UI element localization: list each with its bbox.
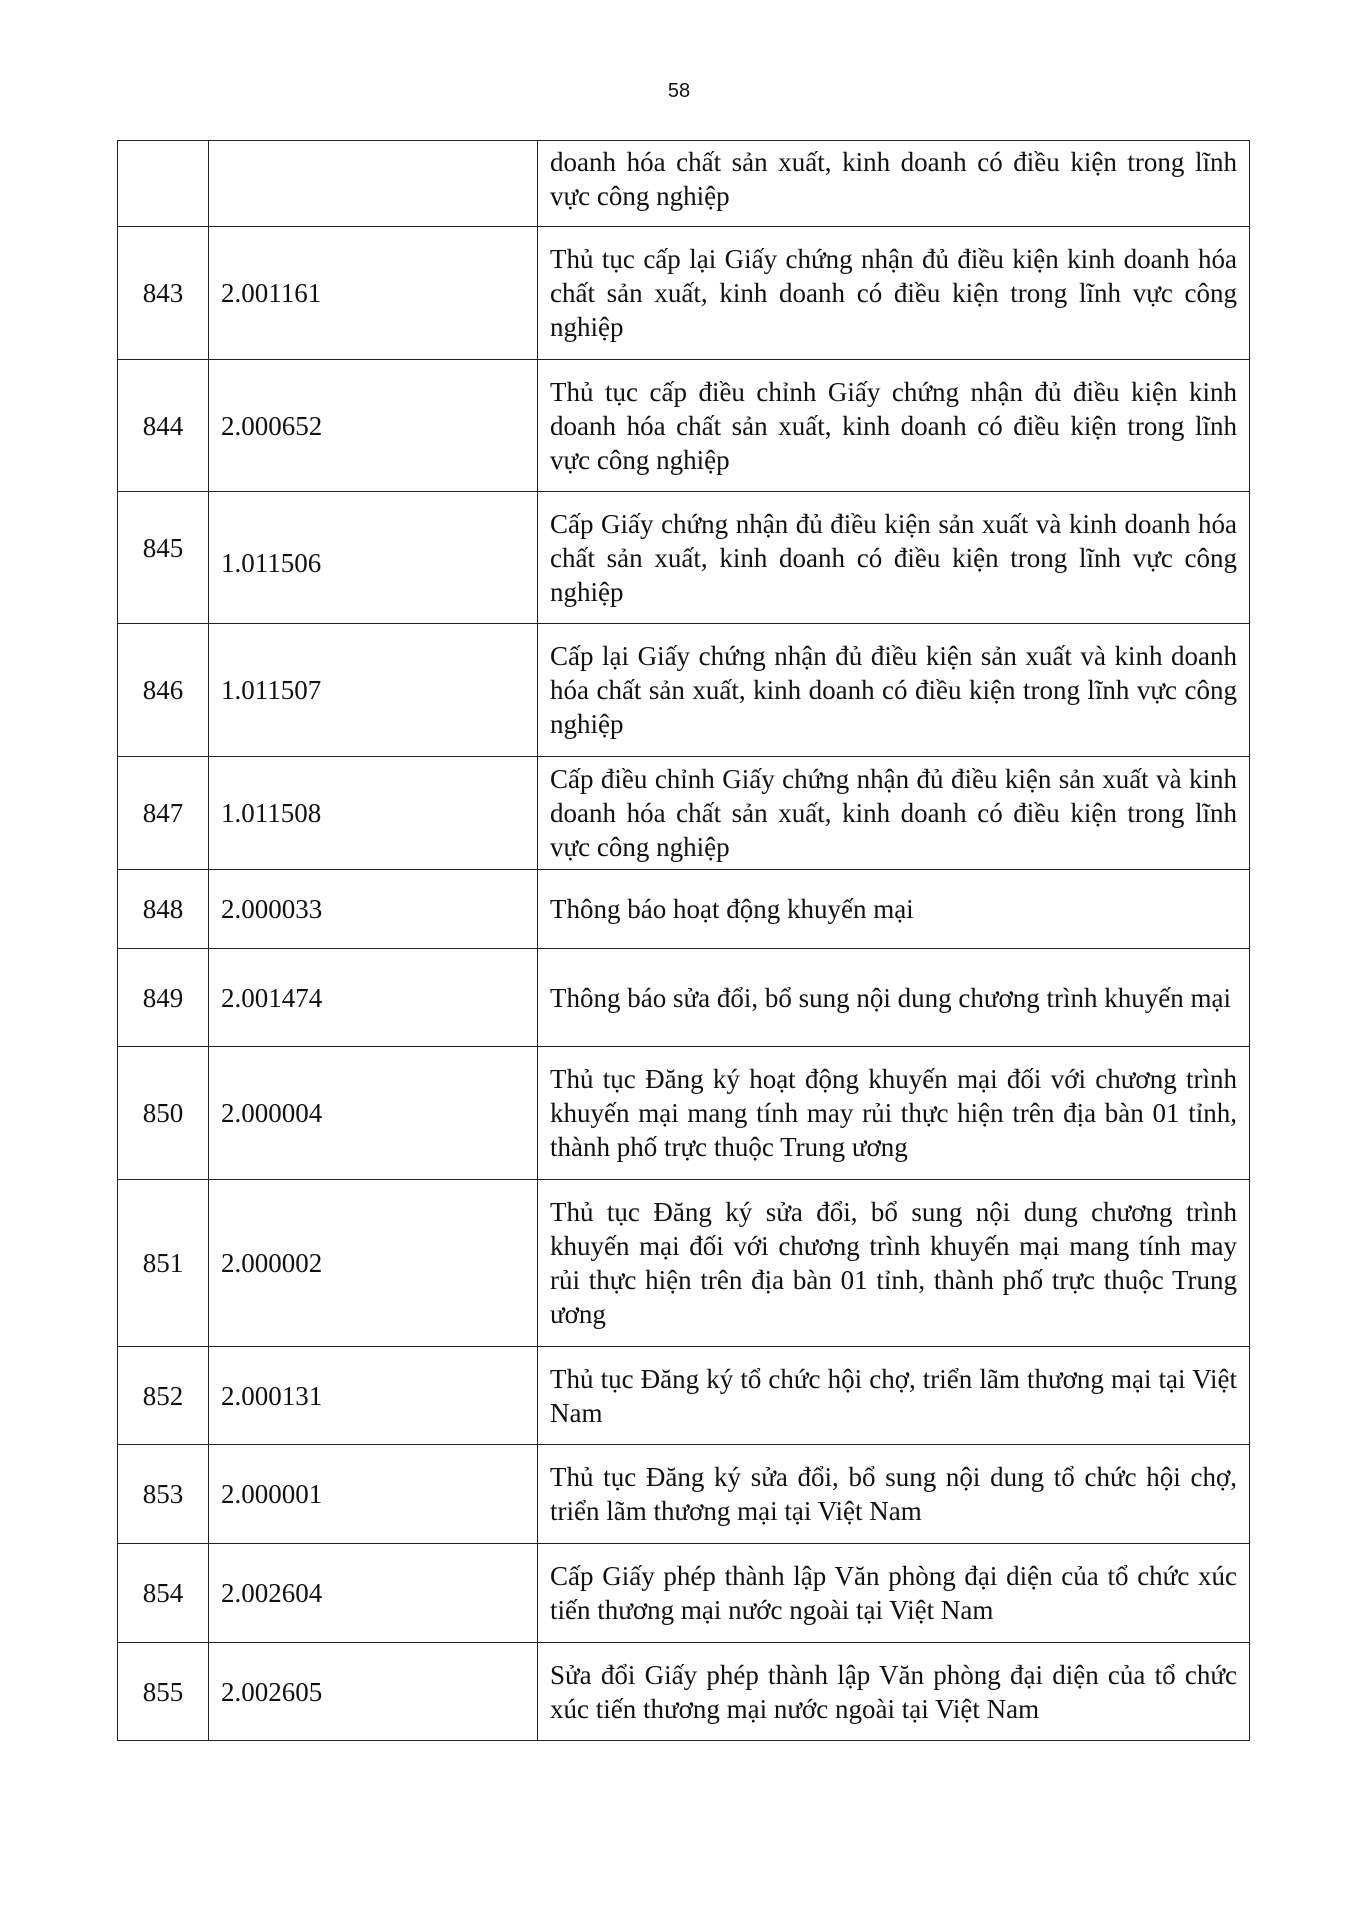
table-row — [118, 1180, 1250, 1347]
table-row — [118, 1643, 1250, 1741]
row-number: 853 — [118, 1445, 209, 1544]
row-number: 846 — [118, 624, 209, 757]
procedure-code: 2.001161 — [209, 227, 538, 360]
procedure-name: Thông báo sửa đổi, bổ sung nội dung chương trình khuyến mại — [538, 949, 1250, 1047]
procedure-name: Sửa đổi Giấy phép thành lập Văn phòng đại diện của tổ chức xúc tiến thương mại nước ngoài tại Việt Nam — [538, 1643, 1250, 1741]
row-number: 845 — [118, 492, 209, 624]
table-row — [118, 870, 1250, 949]
table-row — [118, 1544, 1250, 1643]
row-number: 849 — [118, 949, 209, 1047]
row-number: 854 — [118, 1544, 209, 1643]
procedure-name: Cấp Giấy phép thành lập Văn phòng đại diện của tổ chức xúc tiến thương mại nước ngoài tại Việt Nam — [538, 1544, 1250, 1643]
row-number: 843 — [118, 227, 209, 360]
table-row — [118, 624, 1250, 757]
row-number: 848 — [118, 870, 209, 949]
procedure-code — [209, 141, 538, 227]
procedure-code: 2.000652 — [209, 360, 538, 492]
procedure-code: 1.011508 — [209, 757, 538, 870]
table-row — [118, 141, 1250, 227]
procedure-code: 1.011507 — [209, 624, 538, 757]
table-row — [118, 360, 1250, 492]
row-number: 844 — [118, 360, 209, 492]
procedure-name: Thủ tục Đăng ký sửa đổi, bổ sung nội dung tổ chức hội chợ, triển lãm thương mại tại Việt Nam — [538, 1445, 1250, 1544]
row-number: 851 — [118, 1180, 209, 1347]
table-row — [118, 1047, 1250, 1180]
procedure-code: 2.000033 — [209, 870, 538, 949]
procedure-name: Cấp lại Giấy chứng nhận đủ điều kiện sản xuất và kinh doanh hóa chất sản xuất, kinh doanh có điều kiện trong lĩnh vực công nghiệp — [538, 624, 1250, 757]
procedure-code: 2.000004 — [209, 1047, 538, 1180]
procedure-name: Thủ tục cấp lại Giấy chứng nhận đủ điều kiện kinh doanh hóa chất sản xuất, kinh doanh có điều kiện trong lĩnh vực công nghiệp — [538, 227, 1250, 360]
procedure-code: 1.011506 — [209, 492, 538, 624]
procedure-name: Cấp Giấy chứng nhận đủ điều kiện sản xuất và kinh doanh hóa chất sản xuất, kinh doanh có điều kiện trong lĩnh vực công nghiệp — [538, 492, 1250, 624]
table-row — [118, 949, 1250, 1047]
procedure-name: Thông báo hoạt động khuyến mại — [538, 870, 1250, 949]
procedure-code: 2.002604 — [209, 1544, 538, 1643]
table-row — [118, 1445, 1250, 1544]
procedure-code: 2.001474 — [209, 949, 538, 1047]
table-row — [118, 1347, 1250, 1445]
table-row — [118, 492, 1250, 624]
procedure-name: Thủ tục Đăng ký sửa đổi, bổ sung nội dung chương trình khuyến mại đối với chương trình khuyến mại mang tính may rủi thực hiện trên địa bàn 01 tỉnh, thành phố trực thuộc Trung ương — [538, 1180, 1250, 1347]
procedure-code: 2.000131 — [209, 1347, 538, 1445]
procedure-code: 2.000002 — [209, 1180, 538, 1347]
row-number: 850 — [118, 1047, 209, 1180]
row-number: 852 — [118, 1347, 209, 1445]
page-number: 58 — [667, 80, 691, 102]
row-number: 855 — [118, 1643, 209, 1741]
procedure-code: 2.000001 — [209, 1445, 538, 1544]
procedure-name: doanh hóa chất sản xuất, kinh doanh có điều kiện trong lĩnh vực công nghiệp — [538, 141, 1250, 227]
procedure-name: Thủ tục Đăng ký tổ chức hội chợ, triển lãm thương mại tại Việt Nam — [538, 1347, 1250, 1445]
table-row — [118, 227, 1250, 360]
table-row — [118, 757, 1250, 870]
procedure-name: Thủ tục cấp điều chỉnh Giấy chứng nhận đủ điều kiện kinh doanh hóa chất sản xuất, kinh doanh có điều kiện trong lĩnh vực công nghiệp — [538, 360, 1250, 492]
procedure-name: Cấp điều chỉnh Giấy chứng nhận đủ điều kiện sản xuất và kinh doanh hóa chất sản xuất, kinh doanh có điều kiện trong lĩnh vực công nghiệp — [538, 757, 1250, 870]
row-number: 847 — [118, 757, 209, 870]
procedure-table — [117, 140, 1250, 1741]
procedure-name: Thủ tục Đăng ký hoạt động khuyến mại đối với chương trình khuyến mại mang tính may rủi thực hiện trên địa bàn 01 tỉnh, thành phố trực thuộc Trung ương — [538, 1047, 1250, 1180]
procedure-code: 2.002605 — [209, 1643, 538, 1741]
procedure-table-body — [118, 141, 1250, 1741]
row-number — [118, 141, 209, 227]
